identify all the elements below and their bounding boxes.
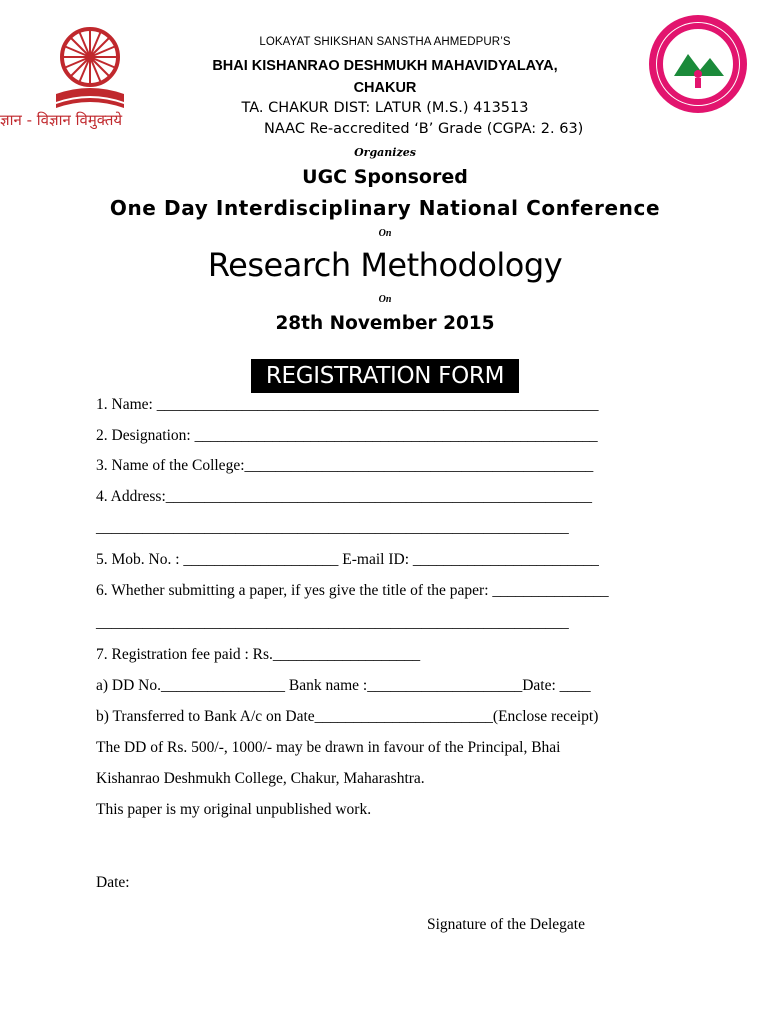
field-paper-title-line2[interactable]: _____________________________________________________________ bbox=[96, 614, 569, 631]
naac-grade: NAAC Re-accredited ‘B’ Grade (CGPA: 2. 63) bbox=[264, 121, 584, 137]
field-address-line2[interactable]: _____________________________________________________________ bbox=[96, 519, 569, 536]
conference-title: One Day Interdisciplinary National Conference bbox=[109, 196, 661, 220]
declaration-text: This paper is my original unpublished work. bbox=[96, 801, 372, 818]
date-label[interactable]: Date: bbox=[96, 874, 130, 891]
dd-instruction-line2: Kishanrao Deshmukh College, Chakur, Maharashtra. bbox=[96, 770, 425, 787]
college-name: BHAI KISHANRAO DESHMUKH MAHAVIDYALAYA, bbox=[212, 58, 558, 74]
logo-tagline: ज्ञान - विज्ञान विमुक्तये bbox=[0, 111, 123, 129]
field-college[interactable]: 3. Name of the College:_____________________________________________ bbox=[96, 457, 594, 474]
society-name: LOKAYAT SHIKSHAN SANSTHA AHMEDPUR’S bbox=[259, 36, 511, 48]
conference-date: 28th November 2015 bbox=[275, 313, 495, 334]
dd-instruction: The DD of Rs. 500/-, 1000/- may be drawn in favour of the Principal, Bhai bbox=[96, 739, 561, 756]
field-mobile-email[interactable]: 5. Mob. No. : ____________________ E-mail ID: ________________________ bbox=[96, 551, 599, 568]
conference-topic: Research Methodology bbox=[207, 246, 563, 284]
registration-form-title: REGISTRATION FORM bbox=[251, 359, 519, 393]
organizes-label: Organizes bbox=[354, 146, 416, 159]
on-label: On bbox=[378, 228, 392, 239]
sponsor-label: UGC Sponsored bbox=[302, 166, 468, 188]
field-registration-fee[interactable]: 7. Registration fee paid : Rs.___________________ bbox=[96, 646, 421, 663]
field-address[interactable]: 4. Address:_______________________________________________________ bbox=[96, 488, 592, 505]
field-dd-details[interactable]: a) DD No.________________ Bank name :____________________Date: ____ bbox=[96, 677, 591, 694]
college-address: TA. CHAKUR DIST: LATUR (M.S.) 413513 bbox=[241, 100, 529, 116]
on-label-2: On bbox=[378, 294, 392, 305]
field-name[interactable]: 1. Name: _________________________________________________________ bbox=[96, 396, 599, 413]
college-name-line2: CHAKUR bbox=[353, 80, 417, 96]
field-designation[interactable]: 2. Designation: ____________________________________________________ bbox=[96, 427, 598, 444]
field-bank-transfer[interactable]: b) Transferred to Bank A/c on Date_______________________(Enclose receipt) bbox=[96, 708, 599, 725]
field-paper-title[interactable]: 6. Whether submitting a paper, if yes give the title of the paper: _______________ bbox=[96, 582, 609, 599]
delegate-signature-label: Signature of the Delegate bbox=[427, 916, 585, 933]
